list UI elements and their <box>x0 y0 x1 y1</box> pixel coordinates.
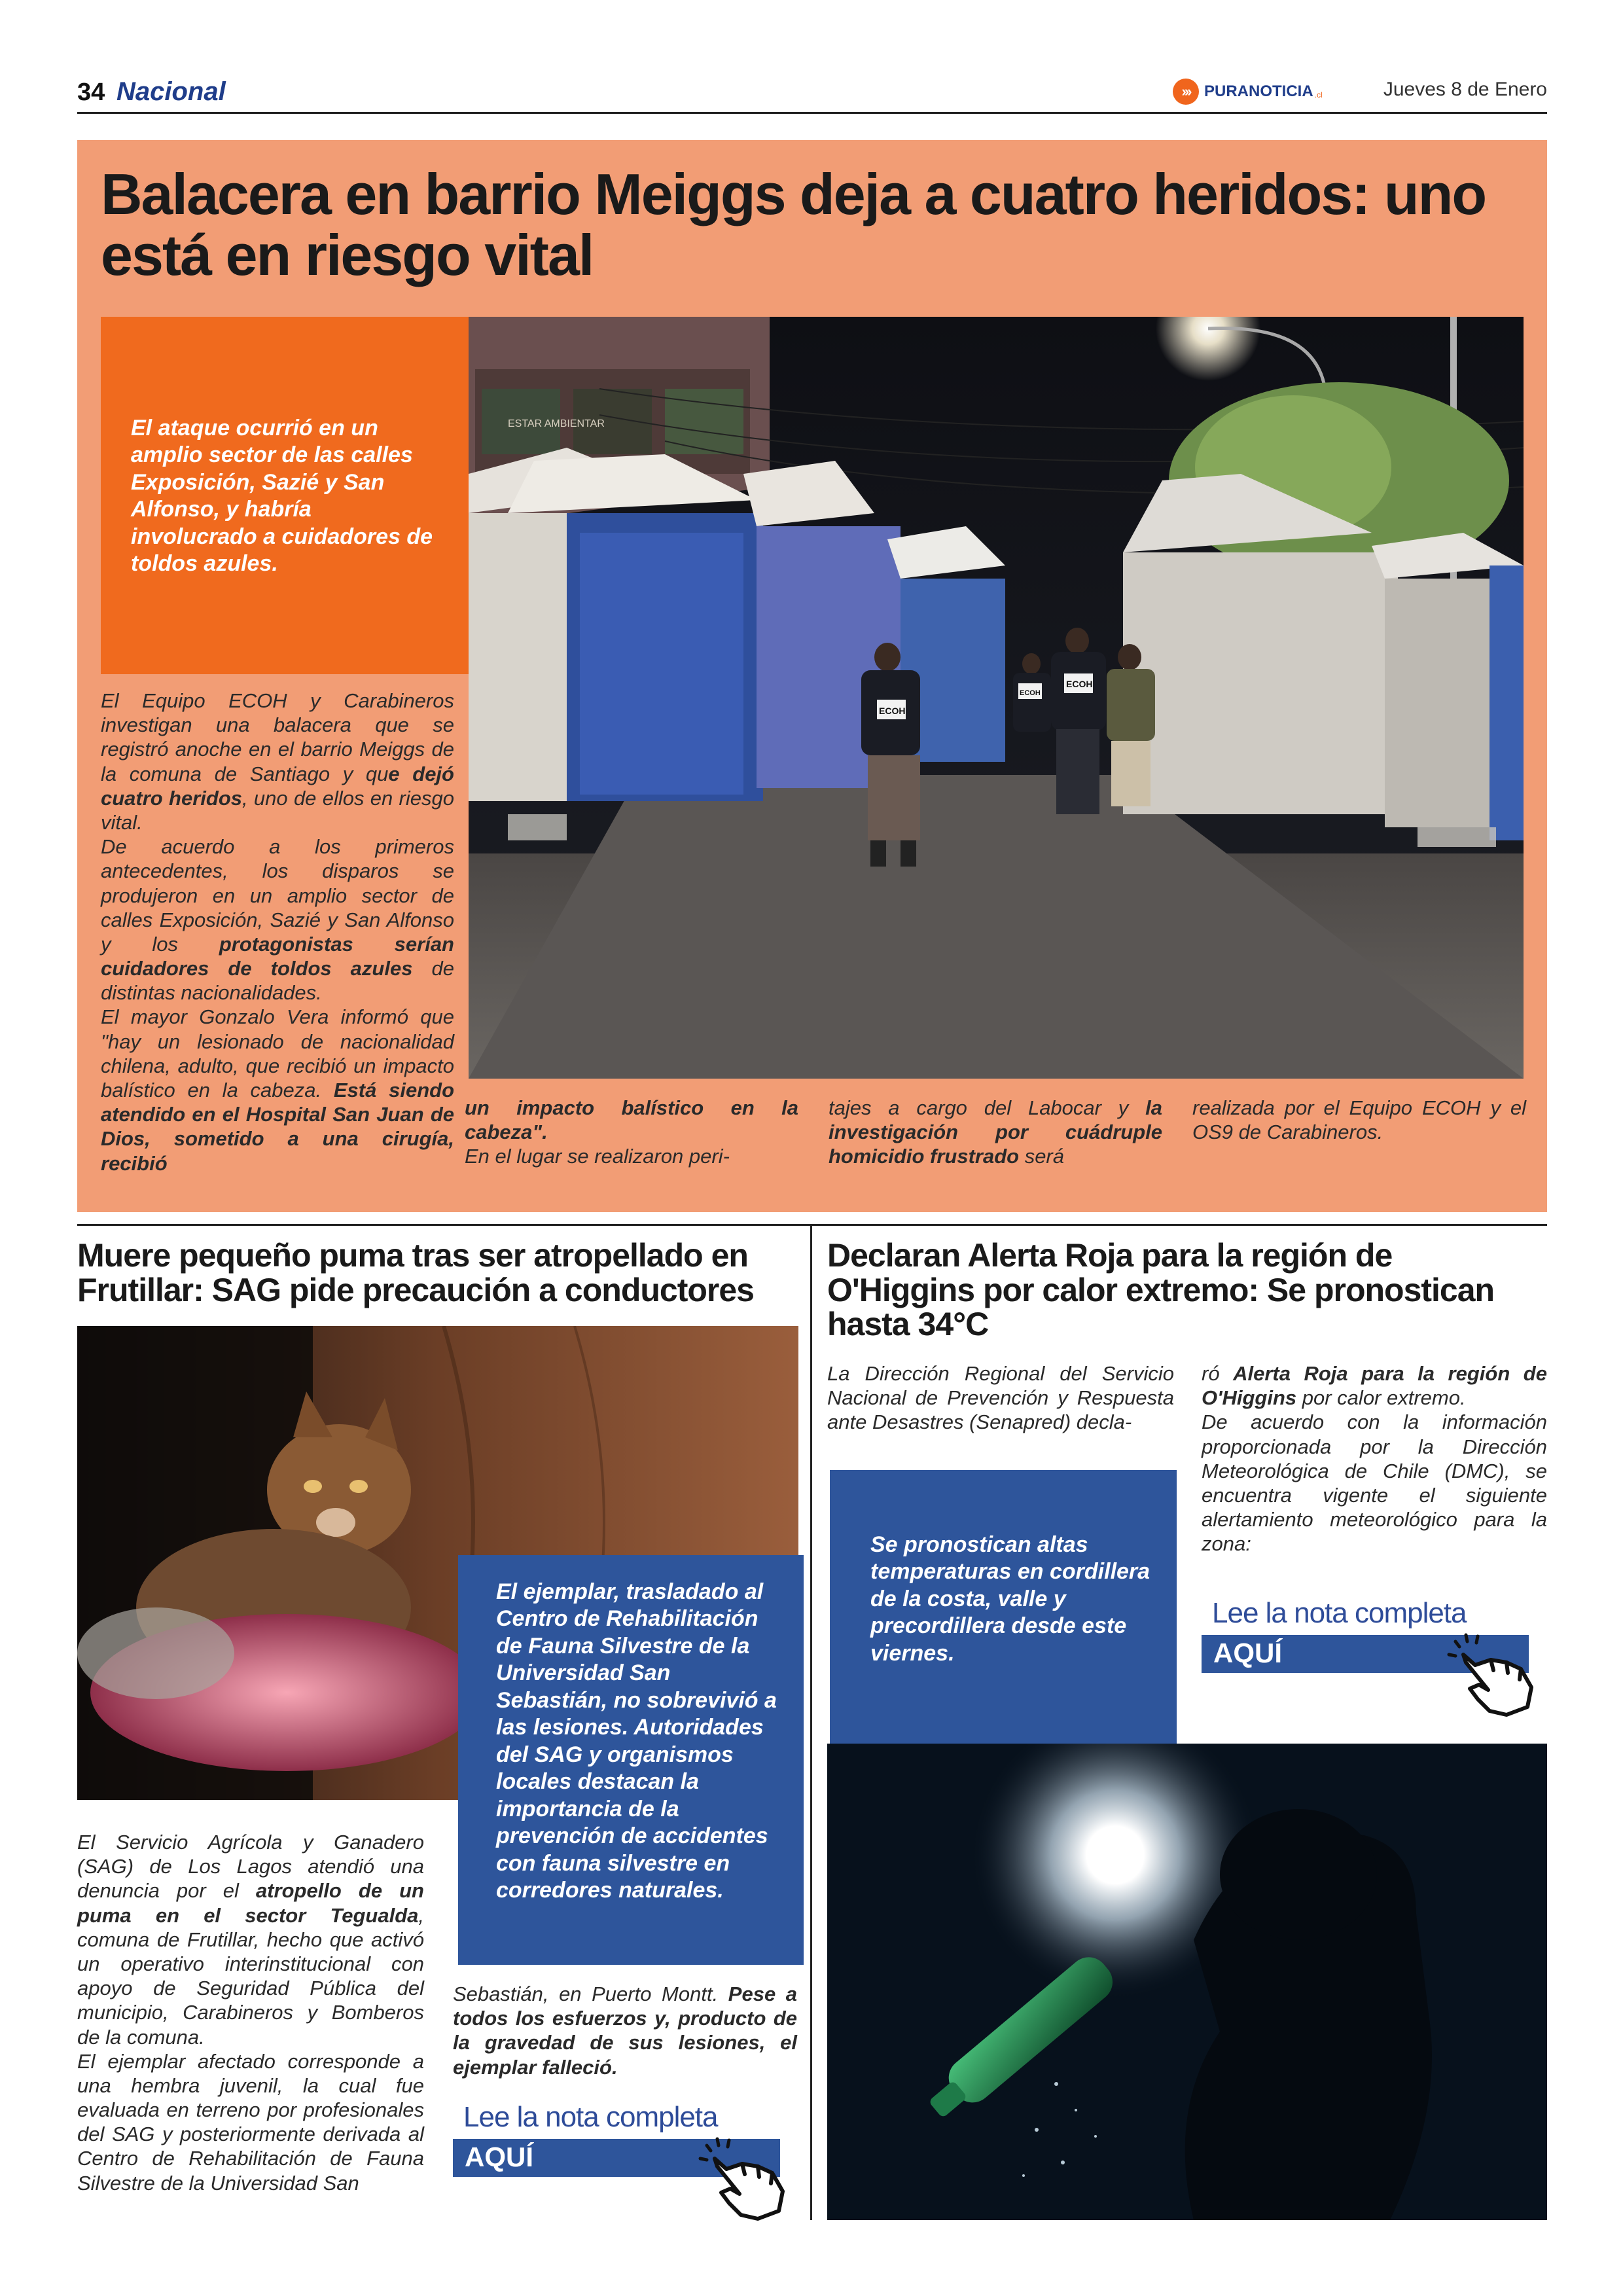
heat-story-callout <box>830 1470 1177 1745</box>
top-story <box>77 140 1547 1212</box>
top-callout-text: El ataque ocurrió en un amplio sector de las calles Exposición, Sazié y San Alfonso, y habría involucrado a cuidadores de toldos azules. <box>131 416 433 577</box>
puma-story-column-2: Sebastián, en Puerto Montt. Pese a todos los esfuerzos y, producto de la gravedad de sus lesiones, el ejemplar falleció. <box>453 1982 797 2079</box>
heat-callout-text: Se pronostican altas temperaturas en cordillera de la costa, valle y precordillera desde este viernes. <box>870 1532 1150 1666</box>
top-story-column-1: El Equipo ECOH y Carabineros investigan una balacera que se registró anoche en el barrio Meiggs de la comuna de Santiago y que dejó cuatro heridos, uno de ellos en riesgo vital. De acuerdo a los primeros antecedentes, los disparos se produjeron en un amplio sector de calles Exposición, Sazié y San Alfonso y los protagonistas serían cuidadores de toldos azules de distintas nacionalidades. El mayor Gonzalo Vera informó que "hay un lesionado de nacionalidad chilena, adulto, que recibió un impacto balístico en la cabeza. Está siendo atendido en el Hospital San Juan de Dios, sometido a una cirugía, recibió <box>101 689 454 1175</box>
svg-text:ECOH: ECOH <box>879 706 906 716</box>
heat-story-column-1: La Dirección Regional del Servicio Nacional de Prevención y Respuesta ante Desastres (Senapred) decla- <box>827 1362 1174 1434</box>
section-title: Nacional <box>116 77 226 106</box>
puma-callout-text: El ejemplar, trasladado al Centro de Rehabilitación de Fauna Silvestre de la Universidad San Sebastián, no sobrevivió a las lesiones. Autoridades del SAG y organismos locales destacan la importancia de la prevención de accidentes con fauna silvestre en corredores naturales. <box>496 1579 777 1903</box>
shop-sign: ESTAR AMBIENTAR <box>508 418 605 429</box>
top-story-column-3: tajes a cargo del Labocar y la investigación por cuádruple homicidio frustrado será <box>829 1096 1162 1168</box>
heat-story-column-2: ró Alerta Roja para la región de O'Higgins por calor extremo. De acuerdo con la información proporcionada por la Dirección Meteorológica de Chile (DMC), se encuentra vigente el siguiente alertamiento meteorológico para la zona: <box>1202 1362 1547 1556</box>
read-more-button[interactable]: AQUÍ <box>453 2139 780 2177</box>
top-story-photo <box>469 317 1524 1079</box>
horizontal-divider <box>77 1224 1547 1226</box>
heat-story-headline: Declaran Alerta Roja para la región de O'Higgins por calor extremo: Se pronostican hasta 34°C <box>827 1237 1495 1342</box>
heat-story-photo <box>827 1744 1547 2220</box>
svg-text:ECOH: ECOH <box>1020 689 1041 697</box>
officer-center <box>1051 628 1106 814</box>
puma-story-column-1: El Servicio Agrícola y Ganadero (SAG) de Los Lagos atendió una denuncia por el atropello de un puma en el sector Tegualda, comuna de Frutillar, hecho que activó un operativo interinstitucional con apoyo de Seguridad Pública del municipio, Carabineros y Bomberos de la comuna. El ejemplar afectado corresponde a una hembra juvenil, la cual fue evaluada en terreno por profesionales del SAG y posteriormente derivada al Centro de Rehabilitación de Fauna Silvestre de la Universidad San <box>77 1831 424 2195</box>
top-story-callout <box>101 317 469 674</box>
top-story-headline: Balacera en barrio Meiggs deja a cuatro heridos: uno está en riesgo vital <box>101 162 1486 288</box>
top-story-column-2: un impacto balístico en la cabeza". En el lugar se realizaron peri- <box>465 1096 798 1168</box>
brand-name: PURANOTICIA <box>1204 82 1313 100</box>
read-more-title: Lee la nota completa <box>1212 1597 1467 1629</box>
vertical-divider <box>810 1224 812 2220</box>
puma-story-callout <box>458 1555 804 1965</box>
pointing-hand-icon <box>1444 1628 1542 1720</box>
puma-story-headline: Muere pequeño puma tras ser atropellado en Frutillar: SAG pide precaución a conductores <box>77 1237 754 1308</box>
pointing-hand-icon <box>695 2132 793 2224</box>
page-number: 34 <box>77 79 105 106</box>
silhouette-drinking <box>1185 1809 1432 2220</box>
read-more-title: Lee la nota completa <box>463 2101 718 2133</box>
brand-suffix: .cl <box>1314 90 1323 99</box>
heat-read-more[interactable] <box>1202 1597 1542 1676</box>
brand-logo[interactable] <box>1173 77 1323 106</box>
puma-read-more[interactable] <box>453 2101 793 2179</box>
officer-left <box>861 643 920 867</box>
chevrons-icon: ››› <box>1173 79 1199 105</box>
top-story-column-4: realizada por el Equipo ECOH y el OS9 de Carabineros. <box>1192 1096 1526 1144</box>
page-header <box>77 73 1547 114</box>
read-more-button[interactable]: AQUÍ <box>1202 1635 1529 1673</box>
svg-text:ECOH: ECOH <box>1066 679 1093 689</box>
issue-date: Jueves 8 de Enero <box>1383 79 1547 100</box>
